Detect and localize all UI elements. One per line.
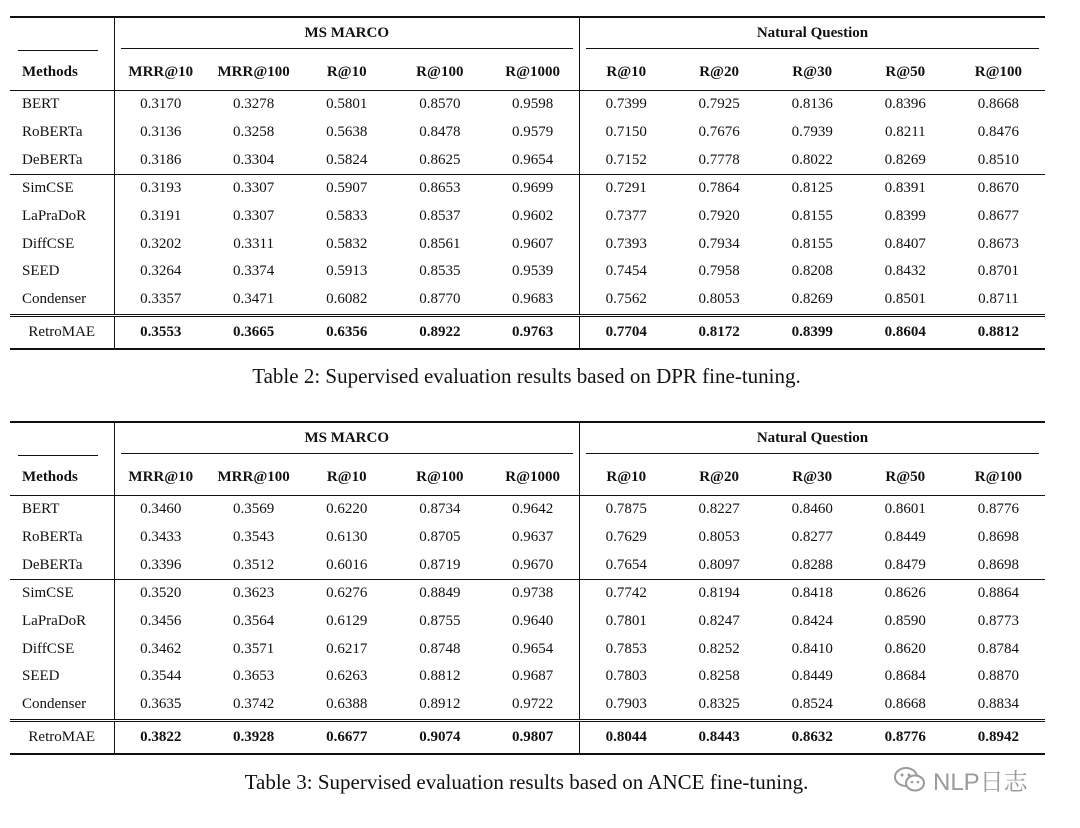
score-cell: 0.8053 bbox=[698, 291, 740, 308]
score-cell: 0.3653 bbox=[233, 668, 275, 685]
score-cell: 0.9738 bbox=[486, 580, 579, 608]
wechat-icon bbox=[893, 766, 927, 794]
score-cell: 0.8748 bbox=[419, 640, 461, 657]
score-cell: 0.8288 bbox=[791, 556, 833, 573]
score-cell: 0.7958 bbox=[698, 263, 740, 280]
best-score-cell: 0.8044 bbox=[579, 720, 672, 754]
score-cell: 0.8399 bbox=[884, 208, 926, 225]
method-name: Condenser bbox=[22, 291, 87, 308]
method-name: LaPraDoR bbox=[22, 208, 87, 225]
score-cell: 0.8834 bbox=[977, 696, 1020, 713]
metric-header: R@10 bbox=[579, 54, 672, 91]
score-cell: 0.8418 bbox=[766, 580, 859, 608]
best-score-cell: 0.8399 bbox=[766, 315, 859, 349]
score-cell: 0.3471 bbox=[233, 291, 275, 308]
score-cell: 0.3564 bbox=[233, 613, 275, 630]
group-header-ms-marco: MS MARCO bbox=[121, 430, 573, 454]
score-cell: 0.7778 bbox=[698, 151, 740, 168]
score-cell: 0.8208 bbox=[791, 263, 833, 280]
score-cell: 0.8432 bbox=[884, 263, 926, 280]
score-cell: 0.8053 bbox=[698, 529, 740, 546]
score-cell: 0.7654 bbox=[579, 551, 672, 579]
score-cell: 0.8590 bbox=[884, 613, 926, 630]
score-cell: 0.8125 bbox=[766, 175, 859, 203]
score-cell: 0.8705 bbox=[419, 529, 461, 546]
method-name: SimCSE bbox=[10, 175, 114, 203]
score-cell: 0.5824 bbox=[326, 151, 368, 168]
table-row bbox=[10, 635, 1045, 663]
score-cell: 0.8561 bbox=[419, 235, 461, 252]
metric-header: R@30 bbox=[766, 459, 859, 496]
score-cell: 0.8773 bbox=[977, 613, 1020, 630]
score-cell: 0.9602 bbox=[512, 208, 554, 225]
score-cell: 0.3304 bbox=[233, 151, 275, 168]
score-cell: 0.6129 bbox=[326, 613, 368, 630]
method-name: DiffCSE bbox=[22, 235, 75, 252]
metric-header: MRR@10 bbox=[114, 459, 207, 496]
score-cell: 0.8269 bbox=[791, 291, 833, 308]
table-row bbox=[10, 691, 1045, 720]
score-cell: 0.5907 bbox=[300, 175, 393, 203]
score-cell: 0.8784 bbox=[977, 640, 1020, 657]
watermark-text: NLP日志 bbox=[933, 769, 1028, 796]
score-cell: 0.7562 bbox=[579, 286, 672, 315]
score-cell: 0.7629 bbox=[579, 524, 672, 552]
group-header-natural-question: Natural Question bbox=[586, 430, 1039, 454]
score-cell: 0.7742 bbox=[579, 580, 672, 608]
score-cell: 0.8258 bbox=[698, 668, 740, 685]
score-cell: 0.7152 bbox=[579, 146, 672, 174]
score-cell: 0.6082 bbox=[326, 291, 368, 308]
table-row bbox=[10, 230, 1045, 258]
table-row bbox=[10, 286, 1045, 315]
metric-header: R@20 bbox=[673, 459, 766, 496]
methods-header: Methods bbox=[10, 54, 114, 91]
score-cell: 0.3278 bbox=[233, 96, 275, 113]
watermark bbox=[893, 762, 1028, 797]
best-score-cell: 0.9763 bbox=[486, 315, 579, 349]
score-cell: 0.9642 bbox=[512, 501, 554, 518]
score-cell: 0.8626 bbox=[859, 580, 952, 608]
score-cell: 0.7903 bbox=[579, 691, 672, 720]
best-score-cell: 0.8632 bbox=[766, 720, 859, 754]
score-cell: 0.8449 bbox=[791, 668, 833, 685]
score-cell: 0.3311 bbox=[233, 235, 274, 252]
score-cell: 0.8770 bbox=[419, 291, 461, 308]
score-cell: 0.3396 bbox=[114, 551, 207, 579]
score-cell: 0.8812 bbox=[419, 668, 461, 685]
table-row bbox=[10, 580, 1045, 608]
best-score-cell: 0.8604 bbox=[859, 315, 952, 349]
method-name: RetroMAE bbox=[10, 315, 114, 349]
score-cell: 0.6388 bbox=[326, 696, 368, 713]
score-cell: 0.5832 bbox=[326, 235, 368, 252]
score-cell: 0.8673 bbox=[977, 235, 1020, 252]
score-cell: 0.6217 bbox=[326, 640, 368, 657]
method-name: RoBERTa bbox=[22, 529, 83, 546]
score-cell: 0.8870 bbox=[977, 668, 1020, 685]
score-cell: 0.8449 bbox=[884, 529, 926, 546]
score-cell: 0.6220 bbox=[326, 501, 368, 518]
score-cell: 0.3186 bbox=[114, 146, 207, 174]
score-cell: 0.7875 bbox=[579, 496, 672, 524]
group-header-natural-question: Natural Question bbox=[586, 25, 1039, 49]
score-cell: 0.8535 bbox=[419, 263, 461, 280]
score-cell: 0.8410 bbox=[791, 640, 833, 657]
score-cell: 0.3191 bbox=[114, 203, 207, 231]
metric-header: R@50 bbox=[859, 459, 952, 496]
score-cell: 0.8670 bbox=[952, 175, 1045, 203]
score-cell: 0.7801 bbox=[579, 608, 672, 636]
score-cell: 0.7377 bbox=[579, 203, 672, 231]
score-cell: 0.8136 bbox=[791, 96, 833, 113]
score-cell: 0.8022 bbox=[791, 151, 833, 168]
score-cell: 0.3635 bbox=[114, 691, 207, 720]
score-cell: 0.5801 bbox=[326, 96, 368, 113]
score-cell: 0.8476 bbox=[977, 124, 1020, 141]
score-cell: 0.3193 bbox=[114, 175, 207, 203]
table-row bbox=[10, 608, 1045, 636]
score-cell: 0.7454 bbox=[579, 258, 672, 286]
score-cell: 0.3742 bbox=[233, 696, 275, 713]
score-cell: 0.3569 bbox=[233, 501, 275, 518]
best-score-cell: 0.3553 bbox=[114, 315, 207, 349]
metric-header: R@100 bbox=[393, 54, 486, 91]
score-cell: 0.8247 bbox=[698, 613, 740, 630]
score-cell: 0.5638 bbox=[326, 124, 368, 141]
group-header-ms-marco: MS MARCO bbox=[121, 25, 573, 49]
score-cell: 0.8755 bbox=[419, 613, 461, 630]
score-cell: 0.3460 bbox=[114, 496, 207, 524]
method-name: BERT bbox=[22, 96, 60, 113]
metric-header: R@10 bbox=[300, 459, 393, 496]
score-cell: 0.3544 bbox=[114, 663, 207, 691]
best-score-cell: 0.7704 bbox=[579, 315, 672, 349]
score-cell: 0.9654 bbox=[512, 640, 554, 657]
score-cell: 0.7934 bbox=[698, 235, 740, 252]
best-score-cell: 0.8922 bbox=[393, 315, 486, 349]
score-cell: 0.3170 bbox=[114, 91, 207, 119]
score-cell: 0.8155 bbox=[791, 208, 833, 225]
score-cell: 0.8537 bbox=[419, 208, 461, 225]
score-cell: 0.7676 bbox=[698, 124, 740, 141]
metric-header: R@100 bbox=[393, 459, 486, 496]
score-cell: 0.8677 bbox=[977, 208, 1020, 225]
score-cell: 0.9654 bbox=[512, 151, 554, 168]
method-name: SEED bbox=[22, 263, 60, 280]
score-cell: 0.8701 bbox=[977, 263, 1020, 280]
score-cell: 0.7939 bbox=[791, 124, 833, 141]
table-row bbox=[10, 146, 1045, 174]
table-2-caption: Table 2: Supervised evaluation results based on DPR fine-tuning. bbox=[252, 364, 801, 388]
score-cell: 0.8684 bbox=[884, 668, 926, 685]
score-cell: 0.3136 bbox=[114, 119, 207, 147]
best-score-cell: 0.6677 bbox=[300, 720, 393, 754]
score-cell: 0.8668 bbox=[884, 696, 926, 713]
score-cell: 0.8155 bbox=[791, 235, 833, 252]
score-cell: 0.8864 bbox=[952, 580, 1045, 608]
score-cell: 0.7853 bbox=[579, 635, 672, 663]
score-cell: 0.3623 bbox=[207, 580, 300, 608]
table-3 bbox=[10, 421, 1045, 755]
best-score-cell: 0.8776 bbox=[859, 720, 952, 754]
score-cell: 0.8668 bbox=[977, 96, 1020, 113]
score-cell: 0.8653 bbox=[393, 175, 486, 203]
metric-header: R@1000 bbox=[486, 54, 579, 91]
score-cell: 0.8524 bbox=[791, 696, 833, 713]
score-cell: 0.6130 bbox=[326, 529, 368, 546]
metric-header: MRR@100 bbox=[207, 459, 300, 496]
score-cell: 0.7864 bbox=[673, 175, 766, 203]
table-row bbox=[10, 91, 1045, 119]
score-cell: 0.6276 bbox=[300, 580, 393, 608]
method-name: DeBERTa bbox=[22, 556, 83, 573]
score-cell: 0.3374 bbox=[233, 263, 275, 280]
best-score-cell: 0.3928 bbox=[207, 720, 300, 754]
table-3-caption: Table 3: Supervised evaluation results based on ANCE fine-tuning. bbox=[244, 770, 809, 794]
metric-header: MRR@10 bbox=[114, 54, 207, 91]
score-cell: 0.8849 bbox=[393, 580, 486, 608]
method-name: SimCSE bbox=[10, 580, 114, 608]
table-row bbox=[10, 524, 1045, 552]
methods-header: Methods bbox=[10, 459, 114, 496]
score-cell: 0.8211 bbox=[884, 124, 926, 141]
metric-header: R@100 bbox=[952, 459, 1045, 496]
score-cell: 0.9722 bbox=[512, 696, 554, 713]
table-row bbox=[10, 119, 1045, 147]
score-cell: 0.7150 bbox=[579, 119, 672, 147]
score-cell: 0.8601 bbox=[884, 501, 926, 518]
score-cell: 0.9670 bbox=[512, 556, 554, 573]
score-cell: 0.3307 bbox=[233, 208, 275, 225]
score-cell: 0.8325 bbox=[698, 696, 740, 713]
best-score-cell: 0.8172 bbox=[673, 315, 766, 349]
metric-header: R@30 bbox=[766, 54, 859, 91]
metric-header: MRR@100 bbox=[207, 54, 300, 91]
score-cell: 0.8227 bbox=[698, 501, 740, 518]
metric-header: R@1000 bbox=[486, 459, 579, 496]
method-name: DeBERTa bbox=[22, 151, 83, 168]
score-cell: 0.9687 bbox=[512, 668, 554, 685]
score-cell: 0.8510 bbox=[977, 151, 1020, 168]
score-cell: 0.8478 bbox=[419, 124, 461, 141]
table-row bbox=[10, 496, 1045, 524]
score-cell: 0.3512 bbox=[233, 556, 275, 573]
best-score-cell: 0.8443 bbox=[673, 720, 766, 754]
method-name: Condenser bbox=[22, 696, 87, 713]
score-cell: 0.3357 bbox=[114, 286, 207, 315]
score-cell: 0.9637 bbox=[512, 529, 554, 546]
score-cell: 0.8698 bbox=[977, 529, 1020, 546]
score-cell: 0.8396 bbox=[884, 96, 926, 113]
score-cell: 0.5913 bbox=[326, 263, 368, 280]
score-cell: 0.8698 bbox=[977, 556, 1020, 573]
score-cell: 0.8424 bbox=[791, 613, 833, 630]
best-score-cell: 0.3665 bbox=[207, 315, 300, 349]
score-cell: 0.3258 bbox=[233, 124, 275, 141]
method-name: SEED bbox=[22, 668, 60, 685]
score-cell: 0.3543 bbox=[233, 529, 275, 546]
score-cell: 0.8625 bbox=[419, 151, 461, 168]
method-name: DiffCSE bbox=[22, 640, 75, 657]
metric-header: R@10 bbox=[579, 459, 672, 496]
metric-header: R@50 bbox=[859, 54, 952, 91]
score-cell: 0.9640 bbox=[512, 613, 554, 630]
score-cell: 0.3307 bbox=[207, 175, 300, 203]
score-cell: 0.8194 bbox=[673, 580, 766, 608]
score-cell: 0.8407 bbox=[884, 235, 926, 252]
score-cell: 0.7399 bbox=[579, 91, 672, 119]
score-cell: 0.3520 bbox=[114, 580, 207, 608]
best-score-cell: 0.6356 bbox=[300, 315, 393, 349]
score-cell: 0.8269 bbox=[884, 151, 926, 168]
best-score-cell: 0.3822 bbox=[114, 720, 207, 754]
score-cell: 0.8097 bbox=[698, 556, 740, 573]
score-cell: 0.9579 bbox=[512, 124, 554, 141]
score-cell: 0.8620 bbox=[884, 640, 926, 657]
score-cell: 0.7920 bbox=[698, 208, 740, 225]
score-cell: 0.8570 bbox=[419, 96, 461, 113]
score-cell: 0.7803 bbox=[579, 663, 672, 691]
retromae-row bbox=[10, 315, 1045, 349]
score-cell: 0.3462 bbox=[114, 635, 207, 663]
score-cell: 0.8711 bbox=[978, 291, 1019, 308]
score-cell: 0.3456 bbox=[114, 608, 207, 636]
metric-header: R@20 bbox=[673, 54, 766, 91]
score-cell: 0.9683 bbox=[512, 291, 554, 308]
score-cell: 0.3264 bbox=[114, 258, 207, 286]
method-name: LaPraDoR bbox=[22, 613, 87, 630]
score-cell: 0.3202 bbox=[114, 230, 207, 258]
score-cell: 0.3433 bbox=[114, 524, 207, 552]
table-2 bbox=[10, 16, 1045, 350]
score-cell: 0.9699 bbox=[486, 175, 579, 203]
score-cell: 0.9607 bbox=[512, 235, 554, 252]
score-cell: 0.9598 bbox=[512, 96, 554, 113]
best-score-cell: 0.9074 bbox=[393, 720, 486, 754]
method-name: RetroMAE bbox=[10, 720, 114, 754]
score-cell: 0.8719 bbox=[419, 556, 461, 573]
score-cell: 0.8252 bbox=[698, 640, 740, 657]
table-row bbox=[10, 663, 1045, 691]
best-score-cell: 0.9807 bbox=[486, 720, 579, 754]
best-score-cell: 0.8942 bbox=[952, 720, 1045, 754]
score-cell: 0.8460 bbox=[791, 501, 833, 518]
score-cell: 0.8776 bbox=[977, 501, 1020, 518]
score-cell: 0.7925 bbox=[698, 96, 740, 113]
score-cell: 0.7291 bbox=[579, 175, 672, 203]
score-cell: 0.5833 bbox=[326, 208, 368, 225]
score-cell: 0.8912 bbox=[419, 696, 461, 713]
score-cell: 0.6263 bbox=[326, 668, 368, 685]
method-name: RoBERTa bbox=[22, 124, 83, 141]
score-cell: 0.7393 bbox=[579, 230, 672, 258]
score-cell: 0.3571 bbox=[233, 640, 275, 657]
retromae-row bbox=[10, 720, 1045, 754]
score-cell: 0.8391 bbox=[859, 175, 952, 203]
metric-header: R@10 bbox=[300, 54, 393, 91]
score-cell: 0.8734 bbox=[419, 501, 461, 518]
best-score-cell: 0.8812 bbox=[952, 315, 1045, 349]
metric-header: R@100 bbox=[952, 54, 1045, 91]
score-cell: 0.8479 bbox=[884, 556, 926, 573]
score-cell: 0.8277 bbox=[791, 529, 833, 546]
table-row bbox=[10, 258, 1045, 286]
table-row bbox=[10, 203, 1045, 231]
score-cell: 0.8501 bbox=[884, 291, 926, 308]
method-name: BERT bbox=[22, 501, 60, 518]
table-row bbox=[10, 175, 1045, 203]
table-row bbox=[10, 551, 1045, 579]
score-cell: 0.9539 bbox=[512, 263, 554, 280]
score-cell: 0.6016 bbox=[326, 556, 368, 573]
